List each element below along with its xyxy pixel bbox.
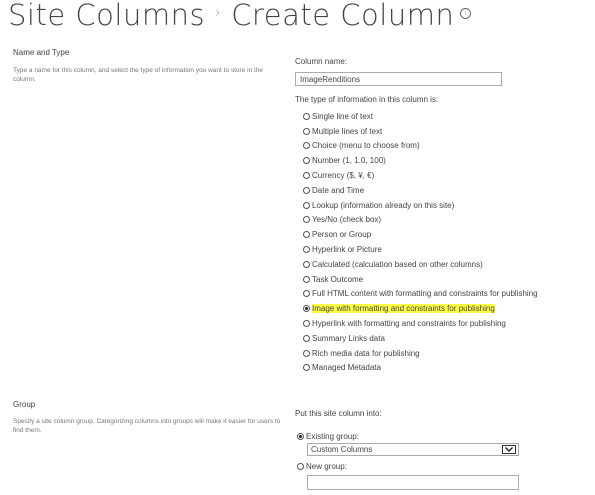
column-type-radio[interactable] <box>303 142 310 149</box>
column-type-option[interactable] <box>303 272 538 287</box>
column-type-option[interactable] <box>303 331 538 346</box>
column-type-radio[interactable] <box>303 172 310 179</box>
breadcrumb-site-columns[interactable]: Site Columns <box>8 0 206 32</box>
column-type-option[interactable] <box>303 109 538 124</box>
column-type-label: Calculated (calculation based on other columns) <box>312 259 483 269</box>
column-type-label: Managed Metadata <box>312 363 381 373</box>
column-type-radio[interactable] <box>303 231 310 238</box>
column-type-radio[interactable] <box>303 246 310 253</box>
existing-group-select[interactable] <box>307 443 519 456</box>
column-type-label: Yes/No (check box) <box>312 215 382 225</box>
group-description: Specify a site column group. Categorizing columns into groups will make it easier for users to find them. <box>13 418 281 434</box>
column-type-option[interactable] <box>303 346 538 361</box>
column-type-option[interactable] <box>303 301 538 316</box>
column-type-radio-list <box>303 109 538 375</box>
column-type-label: Choice (menu to choose from) <box>312 141 420 151</box>
new-group-input[interactable] <box>307 475 519 490</box>
column-type-option[interactable] <box>303 168 538 183</box>
page-title <box>8 0 471 32</box>
column-type-option[interactable] <box>303 316 538 331</box>
column-type-radio[interactable] <box>303 216 310 223</box>
new-group-label: New group: <box>306 461 347 471</box>
existing-group-label: Existing group: <box>306 431 359 441</box>
column-type-label: Currency ($, ¥, €) <box>312 171 375 181</box>
column-type-radio[interactable] <box>303 305 310 312</box>
column-type-radio[interactable] <box>303 364 310 371</box>
chevron-down-icon[interactable] <box>502 445 516 454</box>
column-type-radio[interactable] <box>303 128 310 135</box>
column-type-option[interactable] <box>303 242 538 257</box>
column-type-option[interactable] <box>303 227 538 242</box>
column-type-option[interactable] <box>303 183 538 198</box>
group-section-title: Group <box>13 400 36 409</box>
column-type-radio[interactable] <box>303 261 310 268</box>
column-type-option[interactable] <box>303 139 538 154</box>
column-type-radio[interactable] <box>303 335 310 342</box>
column-type-option[interactable] <box>303 198 538 213</box>
column-type-radio[interactable] <box>303 187 310 194</box>
column-type-option[interactable] <box>303 124 538 139</box>
column-type-option[interactable] <box>303 153 538 168</box>
column-type-label: Person or Group <box>312 230 372 240</box>
column-type-label: Full HTML content with formatting and constraints for publishing <box>312 289 538 299</box>
new-group-option[interactable] <box>297 459 347 474</box>
column-type-label: Date and Time <box>312 185 365 195</box>
column-type-label: Image with formatting and constraints for publishing <box>312 304 495 314</box>
type-label: The type of information in this column is: <box>295 95 439 104</box>
column-type-option[interactable] <box>303 287 538 302</box>
column-type-label: Hyperlink with formatting and constraints for publishing <box>312 319 506 329</box>
column-type-label: Task Outcome <box>312 274 364 284</box>
column-type-radio[interactable] <box>303 320 310 327</box>
name-type-description: Type a name for this column, and select the type of information you want to store in the column. <box>13 67 264 83</box>
breadcrumb-create-column: Create Column <box>231 0 455 32</box>
column-type-label: Rich media data for publishing <box>312 348 420 358</box>
column-type-label: Multiple lines of text <box>312 126 383 136</box>
existing-group-radio[interactable] <box>297 433 304 440</box>
column-type-label: Hyperlink or Picture <box>312 245 382 255</box>
column-type-radio[interactable] <box>303 290 310 297</box>
put-into-label: Put this site column into: <box>295 409 382 418</box>
column-type-radio[interactable] <box>303 113 310 120</box>
column-name-label: Column name: <box>295 57 348 66</box>
column-type-option[interactable] <box>303 257 538 272</box>
column-type-label: Single line of text <box>312 111 373 121</box>
name-type-section-title: Name and Type <box>13 48 70 57</box>
column-type-radio[interactable] <box>303 157 310 164</box>
new-group-radio[interactable] <box>297 463 304 470</box>
column-name-input[interactable]: ImageRenditions <box>295 72 502 86</box>
info-icon[interactable]: i <box>460 8 471 19</box>
column-type-label: Lookup (information already on this site) <box>312 200 455 210</box>
column-type-radio[interactable] <box>303 276 310 283</box>
column-type-radio[interactable] <box>303 202 310 209</box>
column-type-radio[interactable] <box>303 350 310 357</box>
column-type-option[interactable] <box>303 213 538 228</box>
existing-group-value: Custom Columns <box>311 445 373 454</box>
existing-group-option[interactable] <box>297 429 359 444</box>
column-type-label: Number (1, 1.0, 100) <box>312 156 386 166</box>
column-type-option[interactable] <box>303 361 538 376</box>
column-type-label: Summary Links data <box>312 333 385 343</box>
breadcrumb-separator-icon: › <box>215 5 222 21</box>
